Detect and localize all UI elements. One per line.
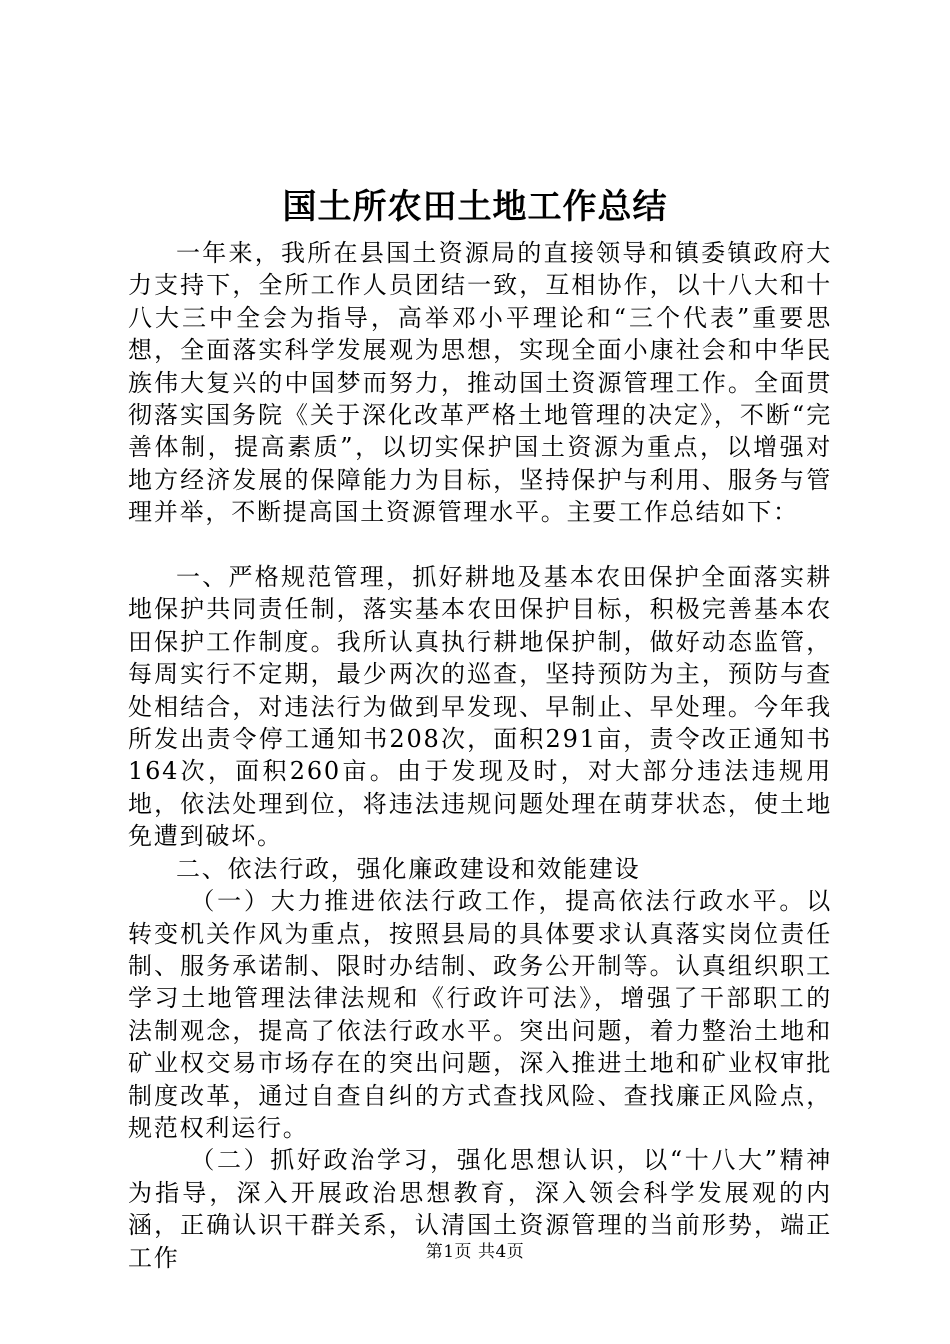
document-body [128,237,832,1274]
paragraph-section-2-2: （二）抓好政治学习，强化思想认识，以“十八大”精神为指导，深入开展政治思想教育，深入领会科学发展观的内涵，正确认识干群关系，认清国土资源管理的当前形势，端正工作 [128,1146,832,1272]
page-footer: 第1页 共4页 [425,1242,525,1262]
paragraph-section-1: 一、严格规范管理，抓好耕地及基本农田保护全面落实耕地保护共同责任制，落实基本农田保护目标，积极完善基本农田保护工作制度。我所认真执行耕地保护制，做好动态监管，每周实行不定期，最少两次的巡查，坚持预防为主，预防与查处相结合，对违法行为做到早发现、早制止、早处理。今年我所发出责令停工通知书208次，面积291亩，责令改正通知书164次，面积260亩。由于发现及时，对大部分违法违规用地，依法处理到位，将违法违规问题处理在萌芽状态，使土地免遭到破坏。 [128,563,832,851]
heading-section-2: 二、依法行政，强化廉政建设和效能建设 [176,854,641,883]
document-title: 国土所农田土地工作总结 [282,187,668,227]
paragraph-section-2-1: （一）大力推进依法行政工作，提高依法行政水平。以转变机关作风为重点，按照县局的具体要求认真落实岗位责任制、服务承诺制、限时办结制、政务公开制等。认真组织职工学习土地管理法律法规和《行政许可法》，增强了干部职工的法制观念，提高了依法行政水平。突出问题，着力整治土地和矿业权交易市场存在的突出问题，深入推进土地和矿业权审批制度改革，通过自查自纠的方式查找风险、查找廉正风险点，规范权利运行。 [128,887,832,1142]
paragraph-intro: 一年来，我所在县国土资源局的直接领导和镇委镇政府大力支持下，全所工作人员团结一致，互相协作，以十八大和十八大三中全会为指导，高举邓小平理论和“三个代表”重要思想，全面落实科学发展观为思想，实现全面小康社会和中华民族伟大复兴的中国梦而努力，推动国土资源管理工作。全面贯彻落实国务院《关于深化改革严格土地管理的决定》，不断“完善体制，提高素质”，以切实保护国土资源为重点，以增强对地方经济发展的保障能力为目标，坚持保护与利用、服务与管理并举，不断提高国土资源管理水平。主要工作总结如下： [128,239,832,527]
